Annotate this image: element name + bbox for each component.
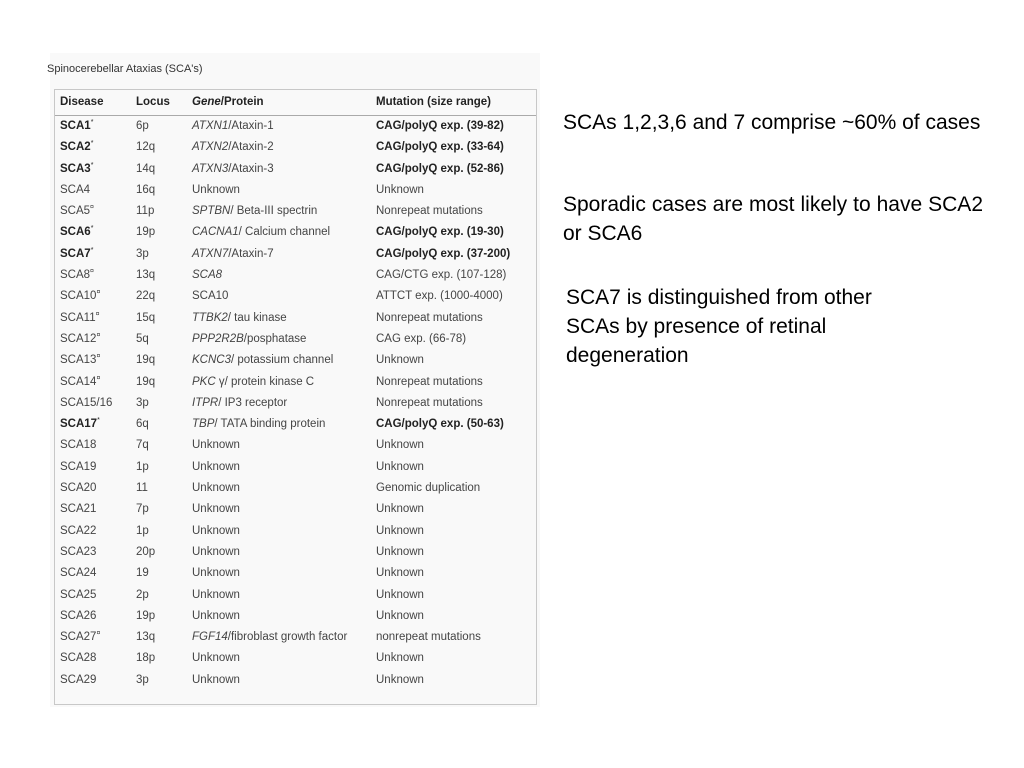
disease-name: SCA20 (60, 482, 97, 495)
disease-name: SCA29 (60, 673, 97, 686)
disease-mark: * (90, 225, 94, 233)
note-sporadic: Sporadic cases are most likely to have SCA2 or SCA6 (563, 193, 983, 245)
cell-mutation: Nonrepeat mutations (376, 396, 483, 409)
protein-name: /Ataxin-3 (228, 162, 274, 175)
cell-locus: 22q (136, 290, 156, 303)
protein-name: /Ataxin-2 (228, 141, 274, 154)
table-row (55, 670, 536, 691)
cell-locus: 7p (136, 503, 149, 516)
table-row (55, 457, 536, 478)
disease-name: SCA27 (60, 631, 97, 644)
cell-disease (60, 222, 93, 243)
gene-symbol: SPTBN (192, 205, 231, 218)
table-row (55, 542, 536, 563)
disease-name: SCA21 (60, 503, 97, 516)
cell-gene-protein (192, 414, 325, 435)
protein-name: SCA10 (192, 290, 229, 303)
table-row (55, 648, 536, 669)
cell-locus: 19p (136, 609, 156, 622)
cell-gene-protein (192, 372, 314, 393)
cell-gene-protein (192, 670, 240, 691)
table-row (55, 521, 536, 542)
cell-gene-protein (192, 116, 274, 137)
table-row (55, 286, 536, 307)
cell-mutation: Unknown (376, 609, 424, 622)
cell-mutation: nonrepeat mutations (376, 631, 481, 644)
protein-name: /fibroblast growth factor (227, 631, 348, 644)
table-row (55, 372, 536, 393)
protein-name: Unknown (192, 460, 240, 473)
table-row (55, 393, 536, 414)
cell-locus: 2p (136, 588, 149, 601)
cell-gene-protein (192, 222, 330, 243)
protein-name: / IP3 receptor (218, 396, 288, 409)
protein-name: / potassium channel (230, 354, 334, 367)
cell-mutation: Unknown (376, 460, 424, 473)
cell-locus: 19q (136, 354, 156, 367)
cell-gene-protein (192, 585, 240, 606)
cell-gene-protein (192, 435, 240, 456)
gene-symbol: SCA8 (192, 269, 223, 282)
disease-mark: ¤ (96, 289, 101, 297)
cell-disease (60, 606, 96, 627)
protein-name: Unknown (192, 609, 240, 622)
cell-disease (60, 563, 96, 584)
disease-name: SCA2 (60, 141, 91, 154)
table-body (55, 116, 536, 691)
protein-name: Unknown (192, 503, 240, 516)
cell-locus: 19 (136, 567, 149, 580)
cell-disease (60, 286, 100, 307)
table-row (55, 244, 536, 265)
cell-disease (60, 648, 96, 669)
cell-disease (60, 585, 96, 606)
disease-name: SCA19 (60, 460, 97, 473)
gene-symbol: TTBK2 (192, 311, 228, 324)
header-gene-protein (192, 90, 264, 115)
cell-mutation: CAG/CTG exp. (107-128) (376, 269, 507, 282)
cell-disease (60, 116, 93, 137)
cell-mutation: CAG/polyQ exp. (19-30) (376, 226, 504, 239)
cell-gene-protein (192, 457, 240, 478)
cell-disease (60, 308, 100, 329)
disease-name: SCA4 (60, 183, 91, 196)
table-row (55, 329, 536, 350)
cell-gene-protein (192, 265, 222, 286)
disease-name: SCA12 (60, 332, 97, 345)
note-sca7-line2: SCAs by presence of retinal (566, 315, 827, 338)
cell-mutation: CAG/polyQ exp. (50-63) (376, 418, 504, 431)
protein-name: /Ataxin-7 (228, 247, 274, 260)
note-sca7-line3: degeneration (566, 344, 689, 367)
cell-disease (60, 478, 96, 499)
protein-name: Unknown (192, 524, 240, 537)
cell-locus: 3p (136, 396, 149, 409)
disease-name: SCA7 (60, 247, 91, 260)
note-frequency: SCAs 1,2,3,6 and 7 comprise ~60% of cases (563, 111, 981, 134)
gene-symbol: PPP2R2B (192, 332, 244, 345)
cell-mutation: CAG/polyQ exp. (39-82) (376, 120, 504, 132)
cell-locus: 15q (136, 311, 156, 324)
cell-disease (60, 542, 96, 563)
disease-name: SCA25 (60, 588, 97, 601)
cell-locus: 6q (136, 418, 149, 431)
table-row (55, 116, 536, 137)
gene-symbol: TBP (192, 418, 215, 431)
table-row (55, 435, 536, 456)
cell-mutation: CAG/polyQ exp. (33-64) (376, 141, 504, 154)
gene-symbol: CACNA1 (192, 226, 239, 239)
gene-symbol: KCNC3 (192, 354, 231, 367)
disease-mark: ¤ (96, 332, 101, 340)
disease-name: SCA15/16 (60, 396, 113, 409)
gene-symbol: ATXN1 (192, 120, 229, 132)
protein-name: Unknown (192, 652, 240, 665)
sca-table (54, 89, 537, 705)
cell-locus: 20p (136, 545, 156, 558)
disease-name: SCA17 (60, 418, 98, 431)
gene-symbol: FGF14 (192, 631, 228, 644)
header-protein: /Protein (220, 96, 264, 108)
cell-locus: 14q (136, 162, 156, 175)
cell-locus: 12q (136, 141, 156, 154)
cell-locus: 5q (136, 332, 149, 345)
cell-locus: 19p (136, 226, 156, 239)
disease-mark: ¤ (96, 630, 101, 638)
table-row (55, 499, 536, 520)
cell-locus: 11p (136, 205, 155, 218)
protein-name: Unknown (192, 567, 240, 580)
cell-disease (60, 265, 94, 286)
protein-name: γ/ protein kinase C (215, 375, 315, 388)
header-locus: Locus (136, 96, 170, 108)
protein-name: / Beta-III spectrin (230, 205, 318, 218)
cell-mutation: Unknown (376, 545, 424, 558)
disease-name: SCA18 (60, 439, 97, 452)
disease-name: SCA1 (60, 120, 91, 132)
note-sca7-line1: SCA7 is distinguished from other (566, 286, 872, 309)
protein-name: / Calcium channel (238, 226, 331, 239)
cell-disease (60, 180, 90, 201)
cell-locus: 13q (136, 269, 156, 282)
disease-mark: ¤ (90, 268, 94, 276)
disease-name: SCA24 (60, 567, 97, 580)
cell-disease (60, 329, 100, 350)
table-row (55, 265, 536, 286)
disease-name: SCA23 (60, 545, 97, 558)
disease-mark: ¤ (95, 310, 100, 318)
table-row (55, 222, 536, 243)
table-row (55, 201, 536, 222)
cell-disease (60, 201, 94, 222)
cell-disease (60, 244, 93, 265)
table-row (55, 478, 536, 499)
protein-name: Unknown (192, 673, 240, 686)
protein-name: Unknown (192, 482, 240, 495)
cell-gene-protein (192, 521, 240, 542)
cell-disease (60, 457, 96, 478)
cell-gene-protein (192, 159, 274, 180)
cell-disease (60, 414, 100, 435)
disease-name: SCA13 (60, 354, 97, 367)
header-gene-italic: Gene (192, 96, 221, 108)
disease-mark: ¤ (90, 204, 94, 212)
cell-mutation: CAG/polyQ exp. (37-200) (376, 247, 511, 260)
cell-mutation: Unknown (376, 503, 424, 516)
disease-name: SCA26 (60, 609, 97, 622)
table-row (55, 627, 536, 648)
protein-name: Unknown (192, 545, 240, 558)
table-row (55, 159, 536, 180)
table-row (55, 563, 536, 584)
cell-disease (60, 393, 112, 414)
disease-name: SCA11 (60, 311, 96, 324)
protein-name: /posphatase (243, 332, 307, 345)
disease-mark: ¤ (96, 353, 101, 361)
table-header-row (55, 90, 536, 116)
protein-name: / tau kinase (227, 311, 287, 324)
cell-gene-protein (192, 244, 274, 265)
table-row (55, 308, 536, 329)
cell-mutation: Unknown (376, 183, 424, 196)
cell-gene-protein (192, 393, 287, 414)
cell-disease (60, 627, 100, 648)
note-sca7 (566, 283, 986, 370)
disease-mark: * (90, 246, 94, 254)
header-disease: Disease (60, 96, 104, 108)
protein-name: /Ataxin-1 (228, 120, 274, 132)
protein-name: Unknown (192, 183, 240, 196)
header-mutation: Mutation (size range) (376, 96, 492, 108)
cell-gene-protein (192, 648, 240, 669)
cell-mutation: Unknown (376, 567, 424, 580)
cell-locus: 16q (136, 183, 156, 196)
gene-symbol: ATXN2 (192, 141, 229, 154)
cell-gene-protein (192, 478, 240, 499)
cell-gene-protein (192, 606, 240, 627)
table-panel (47, 53, 540, 707)
cell-gene-protein (192, 180, 240, 201)
disease-mark: * (90, 140, 94, 148)
table-row (55, 180, 536, 201)
cell-gene-protein (192, 499, 240, 520)
cell-gene-protein (192, 286, 228, 307)
disease-name: SCA8 (60, 269, 91, 282)
cell-disease (60, 435, 96, 456)
cell-gene-protein (192, 563, 240, 584)
cell-disease (60, 350, 100, 371)
cell-disease (60, 521, 96, 542)
disease-mark: * (97, 417, 100, 425)
cell-mutation: Nonrepeat mutations (376, 205, 483, 218)
disease-name: SCA22 (60, 524, 97, 537)
cell-mutation: CAG/polyQ exp. (52-86) (376, 162, 504, 175)
cell-gene-protein (192, 627, 347, 648)
cell-mutation: Unknown (376, 439, 424, 452)
cell-gene-protein (192, 137, 274, 158)
table-row (55, 137, 536, 158)
cell-mutation: Nonrepeat mutations (376, 375, 483, 388)
cell-mutation: Unknown (376, 524, 424, 537)
cell-disease (60, 670, 96, 691)
cell-gene-protein (192, 329, 306, 350)
cell-mutation: Genomic duplication (376, 482, 481, 495)
disease-mark: * (90, 119, 94, 127)
disease-name: SCA28 (60, 652, 97, 665)
protein-name: / TATA binding protein (214, 418, 326, 431)
table-row (55, 350, 536, 371)
cell-disease (60, 372, 100, 393)
cell-locus: 1p (136, 524, 149, 537)
cell-locus: 18p (136, 652, 156, 665)
cell-locus: 3p (136, 247, 149, 260)
cell-locus: 3p (136, 673, 149, 686)
cell-gene-protein (192, 350, 333, 371)
cell-mutation: Unknown (376, 588, 424, 601)
cell-gene-protein (192, 201, 317, 222)
disease-name: SCA3 (60, 162, 91, 175)
table-row (55, 606, 536, 627)
cell-mutation: Unknown (376, 354, 424, 367)
disease-name: SCA6 (60, 226, 91, 239)
gene-symbol: ATXN7 (192, 247, 229, 260)
disease-name: SCA14 (60, 375, 97, 388)
cell-mutation: CAG exp. (66-78) (376, 332, 467, 345)
cell-disease (60, 159, 93, 180)
gene-symbol: PKC (192, 375, 216, 388)
cell-locus: 7q (136, 439, 149, 452)
cell-locus: 6p (136, 120, 149, 132)
protein-name: Unknown (192, 439, 240, 452)
cell-locus: 1p (136, 460, 149, 473)
protein-name: Unknown (192, 588, 240, 601)
cell-locus: 19q (136, 375, 156, 388)
cell-disease (60, 499, 96, 520)
cell-mutation: Unknown (376, 652, 424, 665)
table-caption: Spinocerebellar Ataxias (SCA's) (47, 63, 203, 75)
cell-mutation: Nonrepeat mutations (376, 311, 483, 324)
disease-name: SCA10 (60, 290, 97, 303)
disease-mark: ¤ (96, 374, 101, 382)
table-row (55, 585, 536, 606)
table-row (55, 414, 536, 435)
cell-locus: 13q (136, 631, 156, 644)
cell-gene-protein (192, 542, 240, 563)
cell-gene-protein (192, 308, 287, 329)
gene-symbol: ATXN3 (192, 162, 229, 175)
gene-symbol: ITPR (192, 396, 219, 409)
cell-mutation: Unknown (376, 673, 424, 686)
disease-mark: * (90, 161, 94, 169)
cell-mutation: ATTCT exp. (1000-4000) (376, 290, 503, 303)
cell-disease (60, 137, 93, 158)
disease-name: SCA5 (60, 205, 91, 218)
cell-locus: 11 (136, 482, 148, 495)
